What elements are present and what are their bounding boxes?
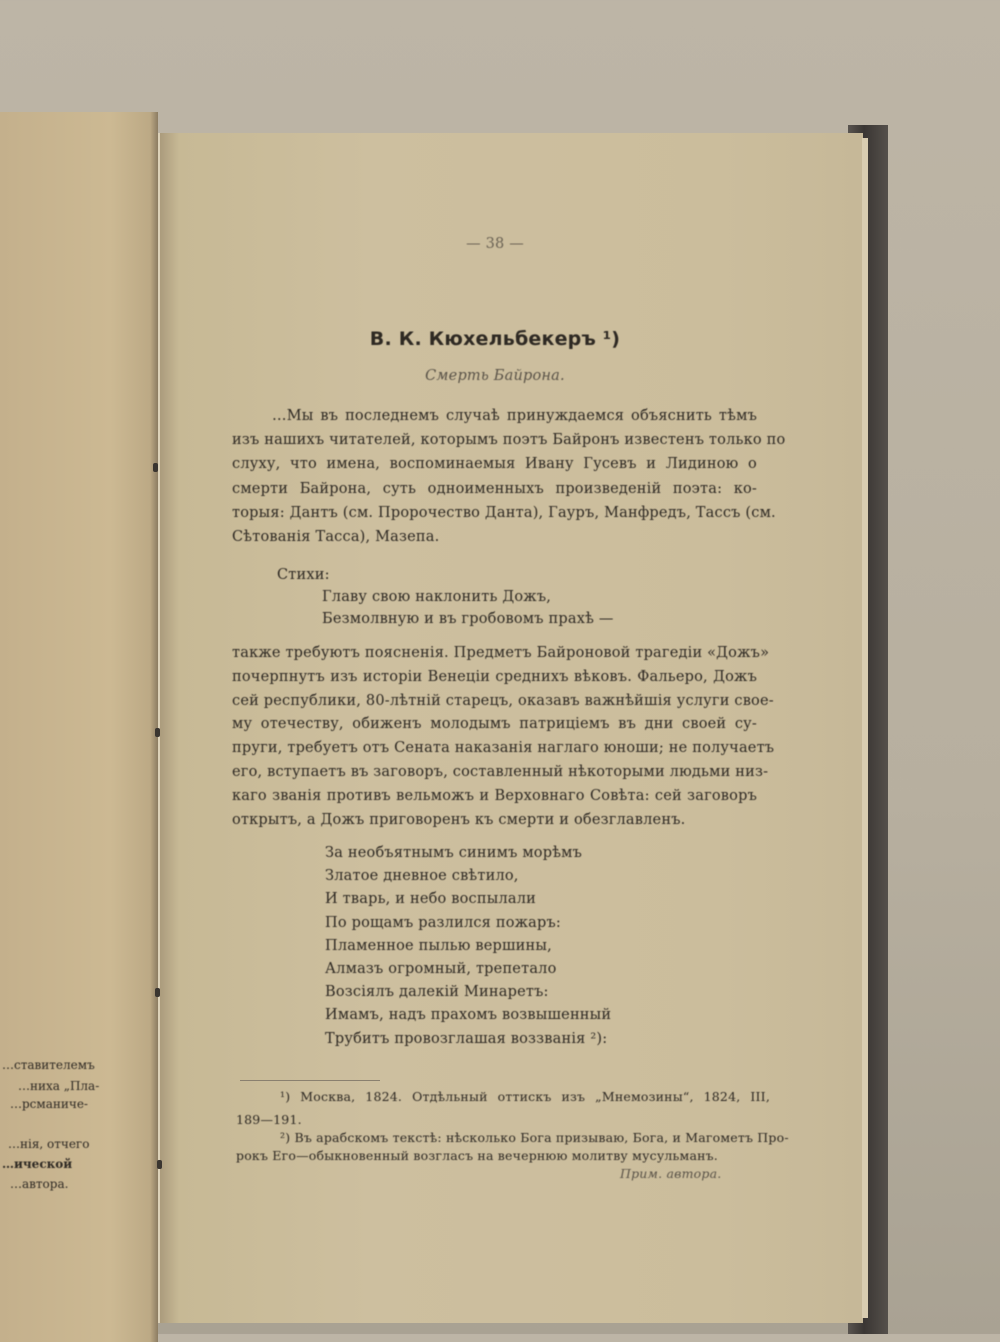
paragraph-line: его, вступаетъ въ заговоръ, составленный нѣкоторыми людьми низ- — [232, 764, 769, 780]
left-fragment: …автора. — [10, 1177, 69, 1191]
paragraph-line: каго званія противъ вельможъ и Верховнаго Совѣта: сей заговоръ — [232, 787, 757, 804]
footnote-line: Прим. автора. — [620, 1166, 722, 1181]
verse-line: Главу свою наклонить Дожъ, — [322, 589, 552, 605]
page-number: — 38 — — [466, 236, 524, 252]
footnote-line: ²) Въ арабскомъ текстѣ: нѣсколько Бога призываю, Бога, и Магометъ Про- — [280, 1130, 789, 1145]
left-fragment: …ставителемъ — [2, 1058, 95, 1072]
left-fragment: …ниха „Пла- — [18, 1079, 100, 1093]
paragraph-line: изъ нашихъ читателей, которымъ поэтъ Байронъ известенъ только по — [232, 432, 786, 449]
left-fragment: …нія, отчего — [8, 1137, 90, 1151]
poem-line: Алмазъ огромный, трепетало — [325, 961, 557, 977]
left-fragment: …ической — [2, 1157, 73, 1171]
stikh-label: Стихи: — [277, 567, 330, 583]
paragraph-line: открытъ, а Дожъ приговоренъ къ смерти и обезглавленъ. — [232, 811, 686, 828]
binding-stitch — [153, 463, 158, 472]
poem-line: За необъятнымъ синимъ морѣмъ — [325, 845, 583, 861]
paragraph-line: слуху, что имена, воспоминаемыя Ивану Гусевъ и Лидиною о — [232, 456, 757, 473]
binding-stitch — [155, 728, 160, 737]
binding-stitch — [155, 988, 160, 997]
paragraph-line: му отечеству, обиженъ молодымъ патриціемъ въ дни своей су- — [232, 716, 757, 733]
poem-line: По рощамъ разлился пожаръ: — [325, 914, 562, 931]
paragraph-line: пруги, требуетъ отъ Сената наказанія наглаго юноши; не получаетъ — [232, 740, 775, 757]
poem-line: Возсіялъ далекій Минаретъ: — [325, 984, 549, 1001]
left-fragment: …рсманиче- — [10, 1097, 88, 1111]
poem-line: Трубитъ провозглашая воззванія ²): — [325, 1030, 608, 1047]
poem-line: Имамъ, надъ прахомъ возвышенный — [325, 1007, 612, 1024]
paragraph-line: торыя: Дантъ (см. Пророчество Данта), Гауръ, Манфредъ, Тассъ (см. — [232, 504, 776, 521]
verse-line: Безмолвную и въ гробовомъ прахѣ — — [322, 611, 614, 627]
footnote-rule — [240, 1080, 380, 1081]
page-title: В. К. Кюхельбекеръ ¹) — [369, 328, 621, 350]
paragraph-line: почерпнутъ изъ исторіи Венеціи среднихъ вѣковъ. Фальеро, Дожъ — [232, 668, 757, 685]
paragraph-line: Сѣтованія Тасса), Мазепа. — [232, 529, 440, 545]
paragraph-line: смерти Байрона, суть одноименныхъ произведеній поэта: ко- — [232, 480, 757, 497]
paragraph-line: сей республики, 80-лѣтній старецъ, оказавъ важнѣйшія услуги свое- — [232, 692, 774, 709]
paragraph-line: также требуютъ поясненія. Предметъ Байроновой трагедіи «Дожъ» — [232, 645, 770, 661]
poem-line: Златое дневное свѣтило, — [325, 868, 519, 885]
poem-line: Пламенное пылью вершины, — [325, 937, 552, 954]
paragraph-line: …Мы въ последнемъ случаѣ принуждаемся объяснить тѣмъ — [272, 408, 757, 424]
footnote-line: рокъ Его—обыкновенный возгласъ на вечернюю молитву мусульманъ. — [236, 1148, 718, 1163]
poem-line: И тварь, и небо воспылали — [325, 891, 537, 908]
left-page — [0, 112, 158, 1342]
footnote-line: ¹) Москва, 1824. Отдѣльный оттискъ изъ „Мнемозины“, 1824, III, — [280, 1089, 770, 1104]
footnote-line: 189—191. — [236, 1112, 302, 1127]
subtitle: Смерть Байрона. — [425, 368, 565, 384]
page-edges — [862, 138, 868, 1318]
binding-stitch — [157, 1160, 162, 1169]
